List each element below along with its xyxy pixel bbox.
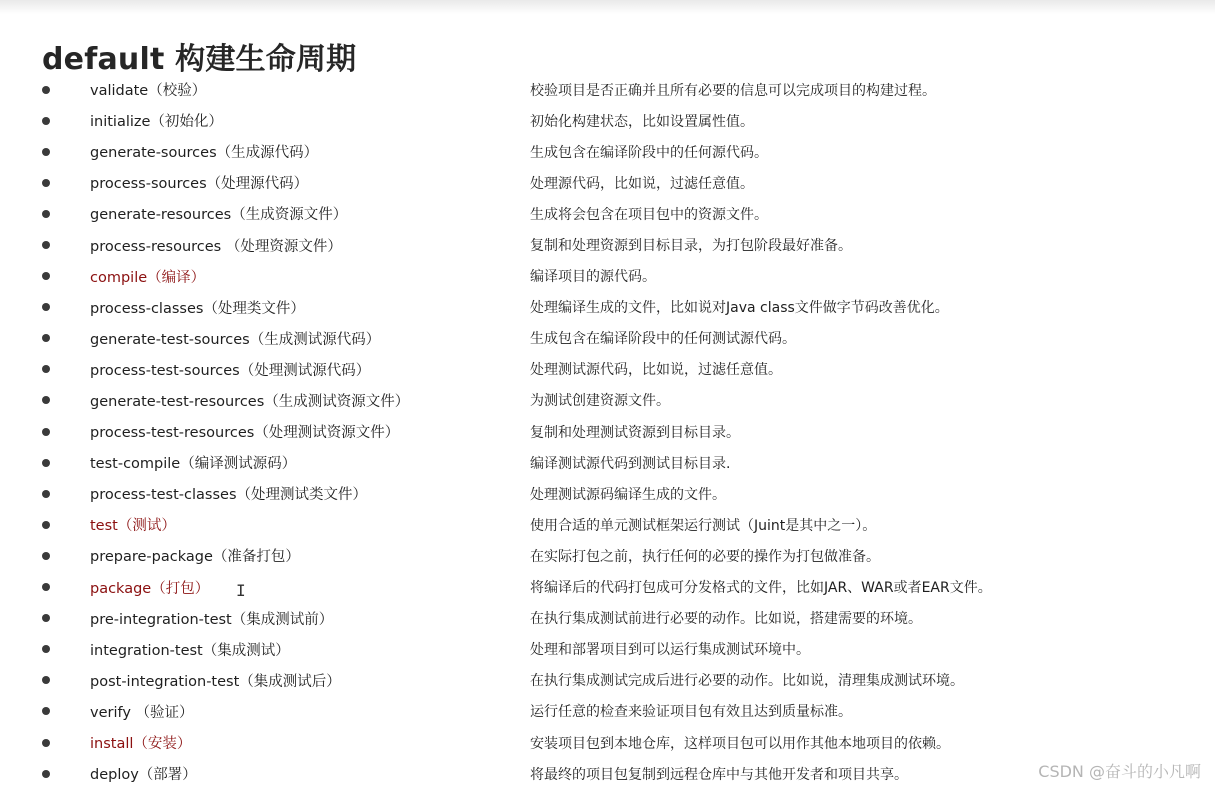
phase-description: 编译测试源代码到测试目标目录. <box>530 455 731 472</box>
bullet-icon <box>42 614 50 622</box>
phase-row <box>0 167 1215 198</box>
phase-name: deploy（部署） <box>90 767 197 784</box>
phase-row <box>0 229 1215 260</box>
phase-row <box>0 540 1215 571</box>
phase-description: 安装项目包到本地仓库，这样项目包可以用作其他本地项目的依赖。 <box>530 735 950 752</box>
text-cursor-icon: I <box>236 581 246 600</box>
phase-name: process-test-resources（处理测试资源文件） <box>90 425 400 442</box>
bullet-icon <box>42 676 50 684</box>
phase-description: 编译项目的源代码。 <box>530 269 656 286</box>
phase-name: post-integration-test（集成测试后） <box>90 673 341 690</box>
bullet-icon <box>42 396 50 404</box>
phase-name: process-resources （处理资源文件） <box>90 238 342 255</box>
phase-name: install（安装） <box>90 736 192 753</box>
phase-row <box>0 696 1215 727</box>
bullet-icon <box>42 148 50 156</box>
phase-description: 使用合适的单元测试框架运行测试（Juint是其中之一）。 <box>530 517 877 534</box>
bullet-icon <box>42 179 50 187</box>
bullet-icon <box>42 86 50 94</box>
phase-row <box>0 74 1215 105</box>
phase-name: test（测试） <box>90 518 176 535</box>
phase-description: 为测试创建资源文件。 <box>530 393 670 410</box>
phase-name: generate-sources（生成源代码） <box>90 145 319 162</box>
phase-description: 在执行集成测试完成后进行必要的动作。比如说，清理集成测试环境。 <box>530 673 964 690</box>
bullet-icon <box>42 210 50 218</box>
phase-name: prepare-package（准备打包） <box>90 549 300 566</box>
bullet-icon <box>42 117 50 125</box>
phase-row <box>0 758 1215 789</box>
phase-row <box>0 292 1215 323</box>
phase-row <box>0 385 1215 416</box>
phase-name: process-sources（处理源代码） <box>90 176 309 193</box>
phase-name: package（打包） <box>90 580 210 597</box>
phase-description: 生成包含在编译阶段中的任何源代码。 <box>530 144 768 161</box>
phase-name: pre-integration-test（集成测试前） <box>90 611 334 628</box>
phase-description: 在实际打包之前，执行任何的必要的操作为打包做准备。 <box>530 548 880 565</box>
phase-row <box>0 572 1215 603</box>
phase-row <box>0 727 1215 758</box>
phase-description: 复制和处理测试资源到目标目录。 <box>530 424 740 441</box>
bullet-icon <box>42 303 50 311</box>
phase-name: test-compile（编译测试源码） <box>90 456 297 473</box>
phase-name: compile（编译） <box>90 269 206 286</box>
phase-row <box>0 509 1215 540</box>
phase-description: 处理测试源代码，比如说，过滤任意值。 <box>530 362 782 379</box>
phase-row <box>0 603 1215 634</box>
phase-description: 处理和部署项目到可以运行集成测试环境中。 <box>530 642 810 659</box>
phase-name: process-test-classes（处理测试类文件） <box>90 487 368 504</box>
lifecycle-phase-list <box>0 74 1215 789</box>
page-title: default 构建生命周期 <box>42 42 357 78</box>
bullet-icon <box>42 521 50 529</box>
phase-row <box>0 665 1215 696</box>
phase-description: 复制和处理资源到目标目录，为打包阶段最好准备。 <box>530 238 852 255</box>
phase-description: 处理编译生成的文件，比如说对Java class文件做字节码改善优化。 <box>530 300 949 317</box>
phase-name: generate-test-sources（生成测试源代码） <box>90 331 381 348</box>
phase-description: 将最终的项目包复制到远程仓库中与其他开发者和项目共享。 <box>530 766 908 783</box>
bullet-icon <box>42 459 50 467</box>
phase-name: process-classes（处理类文件） <box>90 300 305 317</box>
phase-row <box>0 323 1215 354</box>
phase-row <box>0 416 1215 447</box>
phase-name: validate（校验） <box>90 83 207 100</box>
bullet-icon <box>42 428 50 436</box>
phase-row <box>0 136 1215 167</box>
bullet-icon <box>42 707 50 715</box>
watermark: CSDN @奋斗的小凡啊 <box>1038 762 1201 781</box>
phase-description: 处理测试源码编译生成的文件。 <box>530 486 726 503</box>
phase-name: generate-test-resources（生成测试资源文件） <box>90 393 410 410</box>
bullet-icon <box>42 272 50 280</box>
phase-row <box>0 198 1215 229</box>
bullet-icon <box>42 490 50 498</box>
phase-description: 运行任意的检查来验证项目包有效且达到质量标准。 <box>530 704 852 721</box>
phase-description: 处理源代码，比如说，过滤任意值。 <box>530 175 754 192</box>
bullet-icon <box>42 241 50 249</box>
phase-row <box>0 105 1215 136</box>
bullet-icon <box>42 770 50 778</box>
phase-description: 初始化构建状态，比如设置属性值。 <box>530 113 754 130</box>
bullet-icon <box>42 583 50 591</box>
phase-name: verify （验证） <box>90 704 194 721</box>
phase-description: 在执行集成测试前进行必要的动作。比如说，搭建需要的环境。 <box>530 611 922 628</box>
bullet-icon <box>42 552 50 560</box>
bullet-icon <box>42 365 50 373</box>
phase-row <box>0 447 1215 478</box>
phase-row <box>0 354 1215 385</box>
window-top-edge <box>0 0 1215 14</box>
phase-description: 校验项目是否正确并且所有必要的信息可以完成项目的构建过程。 <box>530 82 936 99</box>
phase-description: 将编译后的代码打包成可分发格式的文件，比如JAR、WAR或者EAR文件。 <box>530 580 992 597</box>
bullet-icon <box>42 334 50 342</box>
phase-name: process-test-sources（处理测试源代码） <box>90 362 371 379</box>
phase-description: 生成包含在编译阶段中的任何测试源代码。 <box>530 331 796 348</box>
bullet-icon <box>42 739 50 747</box>
phase-row <box>0 634 1215 665</box>
phase-row <box>0 478 1215 509</box>
phase-name: integration-test（集成测试） <box>90 642 290 659</box>
phase-name: generate-resources（生成资源文件） <box>90 207 348 224</box>
phase-description: 生成将会包含在项目包中的资源文件。 <box>530 206 768 223</box>
bullet-icon <box>42 645 50 653</box>
phase-row <box>0 261 1215 292</box>
phase-name: initialize（初始化） <box>90 114 223 131</box>
